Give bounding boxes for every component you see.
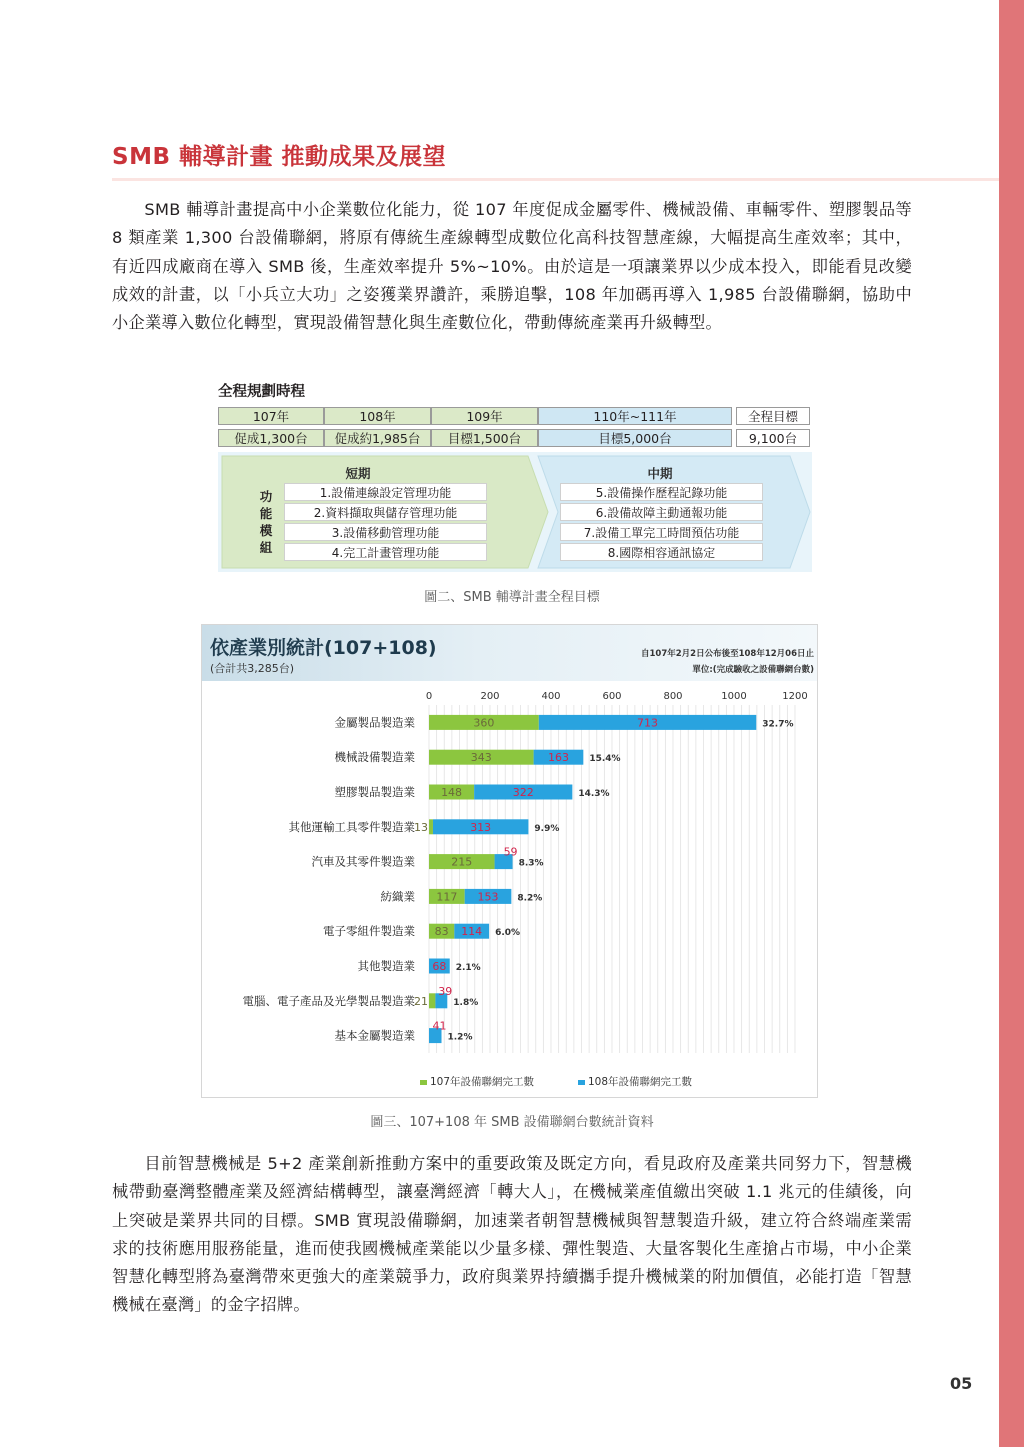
timeline-total-value: 9,100台 bbox=[736, 429, 810, 447]
timeline-heading: 全程規劃時程 bbox=[218, 384, 305, 400]
function-module-label bbox=[256, 488, 276, 556]
percentage-label: 8.2% bbox=[517, 893, 543, 904]
x-tick-label: 200 bbox=[480, 691, 500, 702]
industry-bar-chart bbox=[202, 625, 817, 1097]
legend-swatch-107 bbox=[420, 1080, 427, 1085]
bar-108-label: 163 bbox=[547, 751, 569, 765]
legend-swatch-108 bbox=[578, 1080, 585, 1085]
chart-note-period: 自107年2月2日公布後至108年12月06日止 bbox=[641, 649, 814, 659]
timeline-year-109: 109年 bbox=[431, 407, 538, 425]
mid-term-item: 5.設備操作歷程記錄功能 bbox=[560, 483, 763, 501]
timeline-target-108: 促成約1,985台 bbox=[324, 429, 431, 447]
bar-108-label: 68 bbox=[432, 960, 447, 973]
page-number: 05 bbox=[950, 1374, 973, 1393]
timeline-target-110-111: 目標5,000台 bbox=[538, 429, 732, 447]
bar-107 bbox=[429, 819, 433, 834]
percentage-label: 8.3% bbox=[518, 858, 544, 869]
industry-chart-figure bbox=[201, 624, 818, 1098]
x-tick-label: 1200 bbox=[782, 691, 808, 702]
x-tick-label: 400 bbox=[541, 691, 561, 702]
timeline-year-110-111: 110年~111年 bbox=[538, 407, 732, 425]
percentage-label: 14.3% bbox=[578, 789, 610, 799]
page-side-bar bbox=[999, 0, 1024, 1447]
bar-108-label: 153 bbox=[477, 890, 499, 904]
bar-107-label: 360 bbox=[473, 716, 495, 730]
short-term-item: 2.資料擷取與儲存管理功能 bbox=[284, 503, 487, 521]
page-title: SMB 輔導計畫 推動成果及展望 bbox=[112, 144, 446, 170]
category-label: 汽車及其零件製造業 bbox=[311, 854, 415, 869]
timeline-total-label: 全程目標 bbox=[736, 407, 810, 425]
short-term-item: 3.設備移動管理功能 bbox=[284, 523, 487, 541]
category-label: 電子零組件製造業 bbox=[323, 924, 415, 939]
legend-label-108: 108年設備聯網完工數 bbox=[588, 1076, 693, 1088]
timeline-year-108: 108年 bbox=[324, 407, 431, 425]
timeline-figure bbox=[218, 380, 812, 574]
bar-107-label: 148 bbox=[441, 786, 463, 799]
bar-108-label: 59 bbox=[503, 845, 518, 859]
short-term-label: 短期 bbox=[345, 466, 371, 481]
figure-3-caption: 圖三、107+108 年 SMB 設備聯網台數統計資料 bbox=[370, 1115, 654, 1130]
short-term-item: 1.設備連線設定管理功能 bbox=[284, 483, 487, 501]
intro-paragraph: SMB 輔導計畫提高中小企業數位化能力，從 107 年度促成金屬零件、機械設備、車輛零件、塑膠製品等 8 類產業 1,300 台設備聯網，將原有傳統生產線轉型成數位化高科技智慧產線，大幅提高生產效率；其中，有近四成廠商在導入 SMB 後，生產效率提升 5%~10%。由於這是一項讓業界以少成本投入，即能看見改變成效的計畫，以「小兵立大功」之姿獲業界讚許，乘勝追擊，108 年加碼再導入 1,985 台設備聯網，協助中小企業導入數位化轉型，實現設備智慧化與生產數位化，帶動傳統產業再升級轉型。 bbox=[112, 200, 912, 333]
timeline-target-107: 促成1,300台 bbox=[218, 429, 324, 447]
category-label: 電腦、電子產品及光學製品製造業 bbox=[242, 993, 415, 1008]
percentage-label: 6.0% bbox=[495, 928, 521, 939]
module-char: 組 bbox=[259, 540, 273, 555]
bar-108-label: 39 bbox=[438, 984, 453, 998]
category-label: 基本金屬製造業 bbox=[334, 1028, 415, 1043]
x-tick-label: 1000 bbox=[721, 691, 747, 702]
category-label: 紡織業 bbox=[380, 889, 415, 904]
x-tick-label: 0 bbox=[425, 691, 433, 702]
bar-107 bbox=[429, 993, 435, 1008]
category-label: 其他運輸工具零件製造業 bbox=[288, 819, 415, 834]
percentage-label: 15.4% bbox=[589, 754, 621, 765]
mid-term-item: 7.設備工單完工時間預估功能 bbox=[560, 523, 763, 541]
mid-term-label: 中期 bbox=[647, 466, 673, 481]
category-label: 塑膠製品製造業 bbox=[334, 785, 415, 799]
closing-paragraph: 目前智慧機械是 5+2 產業創新推動方案中的重要政策及既定方向，看見政府及產業共同努力下，智慧機械帶動臺灣整體產業及經濟結構轉型，讓臺灣經濟「轉大人」，在機械業產值繳出突破 1.1 兆元的佳績後，向上突破是業界共同的目標。SMB 實現設備聯網，加速業者朝智慧機械與智慧製造升級，建立符合終端產業需求的技術應用服務能量，進而使我國機械產業能以少量多樣、彈性製造、大量客製化生產搶占市場，中小企業智慧化轉型將為臺灣帶來更強大的產業競爭力，政府與業界持續攜手提升機械業的附加價值，必能打造「智慧機械在臺灣」的金字招牌。 bbox=[112, 1154, 912, 1315]
bar-107-label: 343 bbox=[470, 751, 492, 765]
bar-107-label: 21 bbox=[414, 994, 428, 1008]
timeline-target-109: 目標1,500台 bbox=[431, 429, 538, 447]
percentage-label: 9.9% bbox=[534, 823, 560, 834]
timeline-year-107: 107年 bbox=[218, 407, 324, 425]
bar-108-label: 313 bbox=[470, 820, 492, 834]
module-char: 功 bbox=[259, 489, 273, 504]
bar-107-label: 13 bbox=[414, 820, 428, 834]
percentage-label: 1.8% bbox=[453, 997, 479, 1008]
category-label: 機械設備製造業 bbox=[334, 750, 415, 765]
bar-108-label: 41 bbox=[432, 1019, 447, 1033]
chart-note-unit: 單位:(完成驗收之設備聯網台數) bbox=[692, 665, 814, 675]
x-tick-label: 800 bbox=[663, 691, 683, 702]
bar-107-label: 83 bbox=[434, 925, 449, 939]
bar-108-label: 114 bbox=[461, 925, 483, 939]
bar-107-label: 117 bbox=[436, 890, 458, 904]
bar-107-label: 215 bbox=[451, 855, 473, 869]
chart-title: 依產業別統計(107+108) bbox=[210, 637, 437, 659]
short-term-item: 4.完工計畫管理功能 bbox=[284, 543, 487, 561]
percentage-label: 1.2% bbox=[447, 1032, 473, 1043]
mid-term-item: 6.設備故障主動通報功能 bbox=[560, 503, 763, 521]
module-char: 能 bbox=[259, 506, 273, 521]
chart-plot-area bbox=[243, 691, 808, 1088]
figure-2-caption: 圖二、SMB 輔導計畫全程目標 bbox=[424, 590, 600, 605]
category-label: 其他製造業 bbox=[357, 959, 415, 973]
percentage-label: 2.1% bbox=[455, 963, 481, 973]
title-divider bbox=[112, 178, 999, 181]
legend-label-107: 107年設備聯網完工數 bbox=[430, 1076, 535, 1088]
x-tick-label: 600 bbox=[602, 691, 622, 702]
bar-108-label: 713 bbox=[637, 716, 659, 730]
module-char: 模 bbox=[259, 523, 273, 538]
bar-108-label: 322 bbox=[512, 786, 534, 799]
mid-term-item: 8.國際相容通訊協定 bbox=[560, 543, 763, 561]
percentage-label: 32.7% bbox=[762, 719, 794, 730]
category-label: 金屬製品製造業 bbox=[334, 715, 415, 730]
chart-subtitle: (合計共3,285台) bbox=[210, 662, 295, 675]
